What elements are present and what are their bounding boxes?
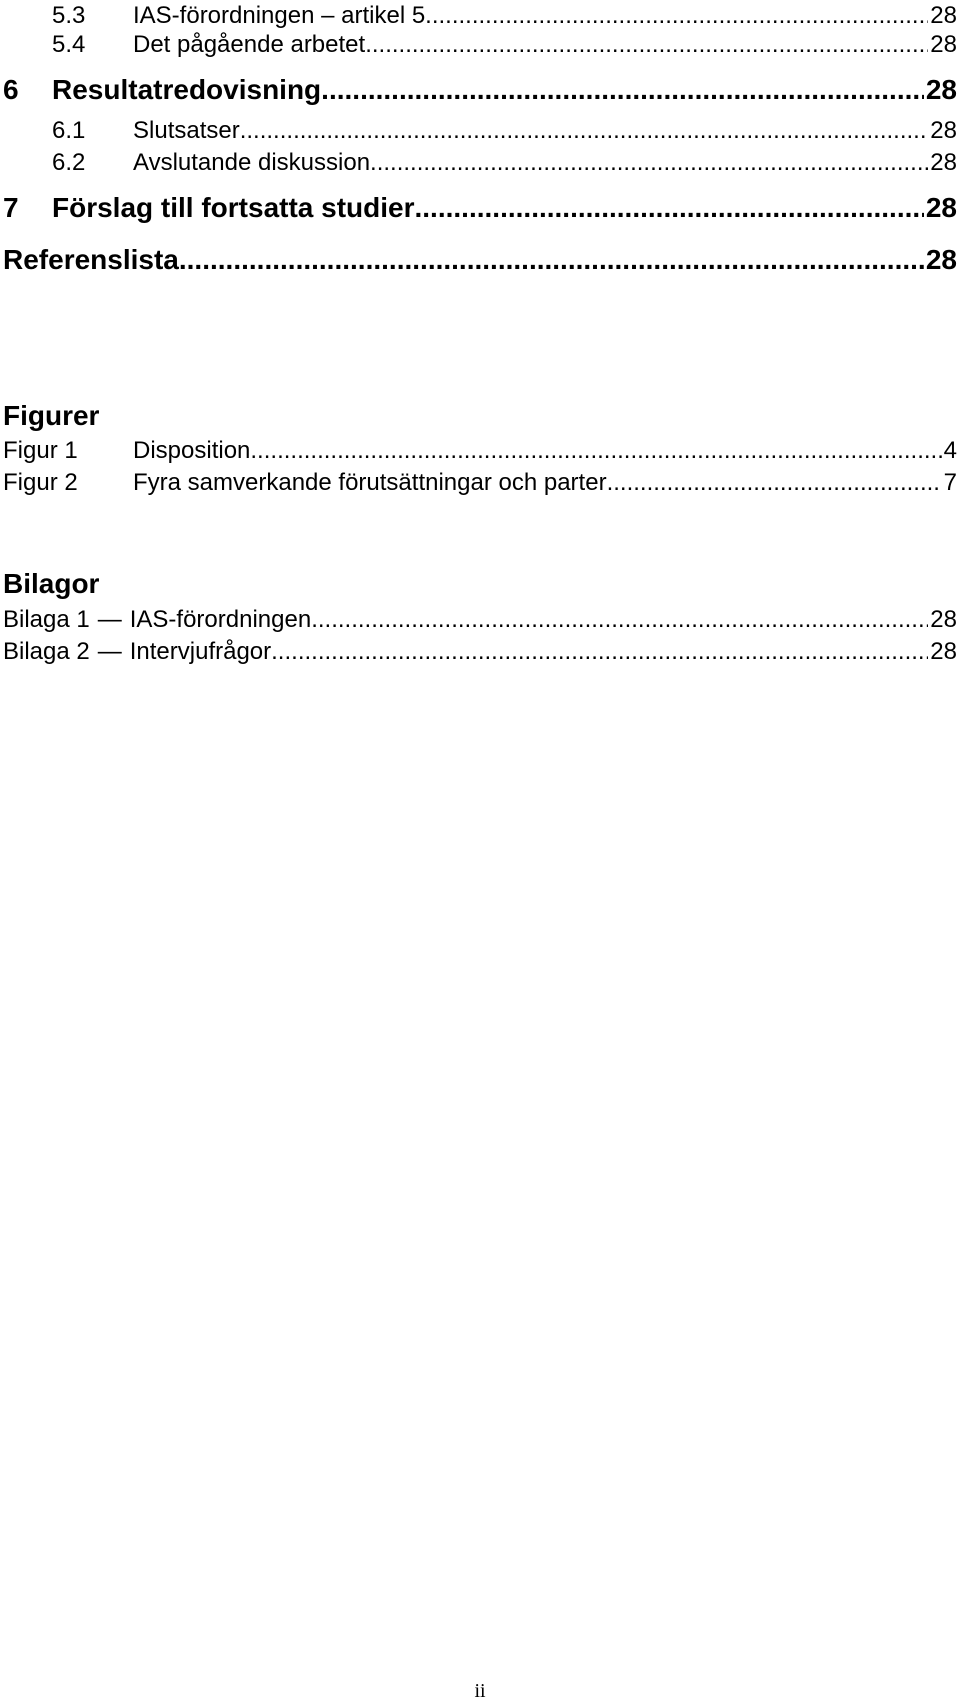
figure-title: Disposition: [133, 437, 251, 464]
toc-page-number: 28: [930, 31, 957, 58]
toc-page-number: 28: [925, 244, 957, 275]
dot-leader: [179, 244, 924, 276]
figure-entry-1[interactable]: [3, 437, 957, 467]
toc-title: Slutsatser: [133, 117, 240, 144]
toc-number: 5.3: [52, 2, 86, 29]
toc-entry-6-2[interactable]: [52, 149, 957, 179]
appendix-title: IAS-förordningen: [129, 606, 312, 633]
appendices-heading: Bilagor: [3, 568, 100, 599]
appendix-label: Bilaga 1: [3, 606, 90, 633]
toc-title: Referenslista: [3, 244, 179, 275]
toc-title: Det pågående arbetet: [133, 31, 366, 58]
dot-leader: [370, 149, 928, 177]
toc-number: 6.1: [52, 117, 86, 144]
dot-leader: [271, 638, 928, 666]
figures-heading: Figurer: [3, 400, 100, 431]
dot-leader: [425, 2, 928, 30]
toc-entry-7[interactable]: [3, 192, 957, 226]
dot-leader: [321, 74, 924, 106]
toc-entry-5-3[interactable]: [52, 2, 957, 32]
toc-entry-5-4[interactable]: [52, 31, 957, 61]
figure-entry-2[interactable]: [3, 469, 957, 499]
appendix-dash: —: [97, 606, 122, 633]
toc-page-number: 28: [930, 117, 957, 144]
appendix-entry-1[interactable]: [3, 606, 957, 636]
appendix-page-number: 28: [930, 606, 957, 633]
footer-page-number: ii: [474, 1680, 486, 1702]
toc-number: 5.4: [52, 31, 86, 58]
toc-entry-6-1[interactable]: [52, 117, 957, 147]
dot-leader: [365, 31, 928, 59]
toc-number: 7: [3, 192, 19, 223]
toc-title: IAS-förordningen – artikel 5: [133, 2, 426, 29]
toc-title: Avslutande diskussion: [133, 149, 371, 176]
appendix-title: Intervjufrågor: [129, 638, 272, 665]
appendix-page-number: 28: [930, 638, 957, 665]
dot-leader: [311, 606, 928, 634]
toc-title: Förslag till fortsatta studier: [52, 192, 415, 223]
figure-label: Figur 1: [3, 437, 78, 464]
toc-page-number: 28: [930, 2, 957, 29]
toc-number: 6: [3, 74, 19, 105]
appendix-entry-2[interactable]: [3, 638, 957, 668]
dot-leader: [250, 437, 941, 465]
toc-page-number: 28: [925, 192, 957, 223]
dot-leader: [415, 192, 924, 224]
dot-leader: [607, 469, 942, 497]
appendix-label: Bilaga 2: [3, 638, 90, 665]
toc-title: Resultatredovisning: [52, 74, 322, 105]
toc-page-number: 28: [925, 74, 957, 105]
figure-page-number: 7: [943, 469, 957, 496]
toc-page-number: 28: [930, 149, 957, 176]
toc-number: 6.2: [52, 149, 86, 176]
toc-entry-6[interactable]: [3, 74, 957, 108]
figure-page-number: 4: [943, 437, 957, 464]
toc-entry-referenslista[interactable]: [3, 244, 957, 278]
figure-title: Fyra samverkande förutsättningar och parter: [133, 469, 607, 496]
dot-leader: [240, 117, 929, 145]
appendix-dash: —: [97, 638, 122, 665]
figure-label: Figur 2: [3, 469, 78, 496]
